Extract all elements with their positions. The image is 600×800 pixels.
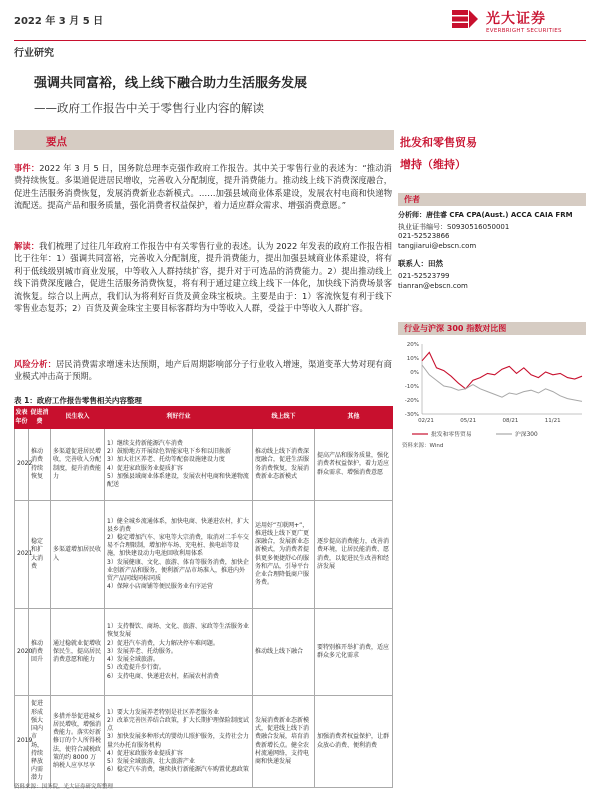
y-tick-label: 0% bbox=[410, 370, 419, 376]
row-other: 逐步提高消费能力，改善消费环境，让居民能消费、愿消费，以促进民生改善和经济发展 bbox=[315, 501, 393, 609]
company-logo bbox=[452, 6, 592, 42]
series-line-hs300 bbox=[422, 365, 582, 401]
table-row bbox=[15, 696, 393, 788]
report-subtitle: ——政府工作报告中关于零售行业内容的解读 bbox=[34, 101, 264, 115]
row-online: 推动线上线下消费深度融合，促进生活服务消费恢复，发展消费新业态新模式 bbox=[253, 429, 315, 501]
interpretation-text: 我们梳理了过往几年政府工作报告中有关零售行业的表述。认为 2022 年发表的政府工作报告相比于往年：1）强调共同富裕，完善收入分配制度，提升消费能力，提出加强县域商业体系建设，将有利于低线级别城市商业发展，中等收入人群持续扩容，提升对于可选品的消费能力。2）提出推动线上线下消费深度融合，促进生活服务消费恢复，将有利于通过建立线上线下一体化，加快线下消费场景客流恢复。综合以上两点，我们认为将利好百货及黄金珠宝板块。主要是由于：1）客流恢复有利于线下零售业态复苏；2）百货及黄金珠宝主要目标客群均为中等收入人群，受益于中等收入人群扩容。 bbox=[14, 241, 392, 314]
row-theme: 推动消费持续恢复 bbox=[29, 429, 51, 501]
row-theme: 推动消费回升 bbox=[29, 609, 51, 696]
logo-english: EVERBRIGHT SECURITIES bbox=[486, 28, 562, 34]
report-title: 强调共同富裕，线上线下融合助力生活服务发展 bbox=[34, 76, 308, 91]
row-income: 通过稳就业促增收保民生，提高居民消费意愿和能力 bbox=[51, 609, 105, 696]
author-band bbox=[398, 193, 586, 206]
license-number: 执业证书编号：S0930516050001 bbox=[398, 223, 510, 231]
event-label: 事件： bbox=[14, 163, 40, 173]
analyst-phone: 021-52523866 bbox=[398, 232, 450, 240]
row-industry: 1）健全城乡流通体系，加快电商、快递进农村，扩大县乡消费 2）稳定增加汽车、家电等大宗消费，取消对二手车交易不合理限制，增加停车场、充电桩、换电站等设施，加快建设动力电池回收利用体系 3）发展健康、文化、旅游、体育等服务消费，加快企业创新产品和服务，便利新产品市场准入，推进内外贸产品同线同标同质 4）保障小店商铺等便民服务业有序运营 bbox=[105, 501, 253, 609]
header-industry: 利好行业 bbox=[105, 407, 253, 429]
header-income: 民生收入 bbox=[51, 407, 105, 429]
y-tick-label: -20% bbox=[404, 398, 419, 404]
row-theme: 促进形成强大国内市场，持续释放内需潜力 bbox=[29, 696, 51, 788]
logo-chinese: 光大证券 bbox=[486, 11, 546, 27]
row-income: 多渠道增加居民收入 bbox=[51, 501, 105, 609]
row-other: 提高产品和服务质量，强化消费者权益保护，着力适应群众需求、增强消费意愿 bbox=[315, 429, 393, 501]
row-industry: 1）要大力发展养老特别是社区养老服务业 2）改革完善医养结合政策，扩大长期护理保险制度试点 3）加快发展多种形式的婴幼儿照护服务，支持社会力量兴办托育服务机构 4）促进家政服务业提质扩容 5）发展全域旅游，壮大旅游产业 6）稳定汽车消费，继续执行新能源汽车购置优惠政策 bbox=[105, 696, 253, 788]
y-tick-label: 20% bbox=[406, 342, 419, 348]
row-online: 发展消费新业态新模式，促进线上线下消费融合发展，培育消费新增长点。健全农村流通网络，支持电商和快递发展 bbox=[253, 696, 315, 788]
event-text: 2022 年 3 月 5 日，国务院总理李克强作政府工作报告。其中关于零售行业的表述为：“推动消费持续恢复。多渠道促进居民增收，完善收入分配制度，提升消费能力。推动线上线下消费深度融合，促进生活服务消费恢复，发展消费新业态新模式。……加强县域商业体系建设，发展农村电商和快递物流配送。提高产品和服务质量，强化消费者权益保护，着力适应群众需求、增强消费意愿。” bbox=[14, 163, 392, 211]
summary-label: 要点 bbox=[46, 136, 67, 148]
table-title: 表 1：政府工作报告零售相关内容整理 bbox=[14, 396, 142, 405]
legend-label-industry: 批发和零售贸易 bbox=[431, 432, 472, 438]
row-other: 要特别推开举扩消费，适应群众多元化需求 bbox=[315, 609, 393, 696]
contact-phone: 021-52523799 bbox=[398, 272, 450, 280]
analyst-email: tangjiarui@ebscn.com bbox=[398, 242, 477, 250]
header-theme: 促进消费 bbox=[29, 407, 51, 429]
series-line-industry bbox=[422, 352, 582, 388]
section-label: 行业研究 bbox=[14, 48, 54, 59]
interpretation-label: 解读： bbox=[14, 241, 40, 251]
x-tick-label: 08/21 bbox=[502, 418, 519, 424]
row-online: 推动线上线下融合 bbox=[253, 609, 315, 696]
industry-rating: 增持（维持） bbox=[400, 158, 466, 171]
contact-line: 联系人：田然 bbox=[398, 259, 443, 268]
industry-vs-index-chart bbox=[398, 338, 586, 458]
risk-paragraph bbox=[14, 358, 392, 383]
summary-band bbox=[14, 130, 394, 150]
table-row bbox=[15, 609, 393, 696]
chart-source: 资料来源：Wind bbox=[402, 443, 444, 449]
report-date: 2022 年 3 月 5 日 bbox=[14, 16, 104, 27]
x-tick-label: 05/21 bbox=[460, 418, 477, 424]
header-online: 线上线下 bbox=[253, 407, 315, 429]
risk-label: 风险分析： bbox=[14, 359, 57, 369]
chart-title: 行业与沪深 300 指数对比图 bbox=[404, 324, 507, 333]
header-year: 发表年份 bbox=[15, 407, 29, 429]
y-tick-label: -10% bbox=[404, 384, 419, 390]
policy-table bbox=[14, 406, 393, 788]
row-industry: 1）继续支持新能源汽车消费 2）鼓励地方开展绿色智能家电下乡和以旧换新 3）加大社区养老、托幼等配套设施建设力度 4）促进家政服务业提质扩容 5）加强县域商业体系建设，发展农村电商和快递物流配送 bbox=[105, 429, 253, 501]
contact-email: tianran@ebscn.com bbox=[398, 282, 468, 290]
row-income: 多渠道促进居民增收，完善收入分配制度，提升消费能力 bbox=[51, 429, 105, 501]
logo-mark-icon bbox=[452, 6, 478, 32]
row-year: 2022 bbox=[15, 429, 29, 501]
row-year: 2020 bbox=[15, 609, 29, 696]
row-online: 运用好“互联网+”，推进线上线下更广更深融合，发展新业态新模式，为消费者提供更多便捷舒心的服务和产品，引导平台企业合理降低商户服务费。 bbox=[253, 501, 315, 609]
table-row bbox=[15, 501, 393, 609]
table-source: 资料来源：国务院，光大证券研究所整理 bbox=[14, 784, 114, 790]
legend-label-hs300: 沪深300 bbox=[515, 432, 538, 438]
industry-name: 批发和零售贸易 bbox=[400, 136, 477, 149]
author-label: 作者 bbox=[404, 195, 420, 204]
table-row bbox=[15, 429, 393, 501]
row-other: 加强消费者权益保护，让群众放心消费、便利消费 bbox=[315, 696, 393, 788]
x-tick-label: 11/21 bbox=[544, 418, 561, 424]
x-tick-label: 02/21 bbox=[418, 418, 434, 424]
header-other: 其他 bbox=[315, 407, 393, 429]
chart-title-band bbox=[398, 322, 586, 335]
interpretation-paragraph bbox=[14, 240, 392, 314]
event-paragraph bbox=[14, 162, 392, 212]
row-theme: 稳定和扩大消费 bbox=[29, 501, 51, 609]
row-year: 2019 bbox=[15, 696, 29, 788]
header-divider bbox=[14, 40, 586, 41]
analyst-line: 分析师：唐佳睿 CFA CPA(Aust.) ACCA CAIA FRM bbox=[398, 211, 573, 219]
y-tick-label: -30% bbox=[404, 412, 419, 418]
row-year: 2021 bbox=[15, 501, 29, 609]
row-income: 多措并举促进城乡居民增收，增强消费能力。落实好新修订的个人所得税法，使符合减税政策的约 8000 万纳税人应享尽享 bbox=[51, 696, 105, 788]
row-industry: 1）支持餐饮、商场、文化、旅游、家政等生活服务业恢复发展 2）促进汽车消费，大力解决停车难问题。 3）发展养老、托幼服务。 4）发展全域旅游。 5）改造提升步行街。 6）支持电商、快递进农村，拓展农村消费 bbox=[105, 609, 253, 696]
y-tick-label: 10% bbox=[406, 356, 419, 362]
risk-text: 居民消费需求增速未达预期，地产后周期影响部分子行业收入增速，渠道变革大势对现有商业模式冲击高于预期。 bbox=[14, 359, 392, 382]
